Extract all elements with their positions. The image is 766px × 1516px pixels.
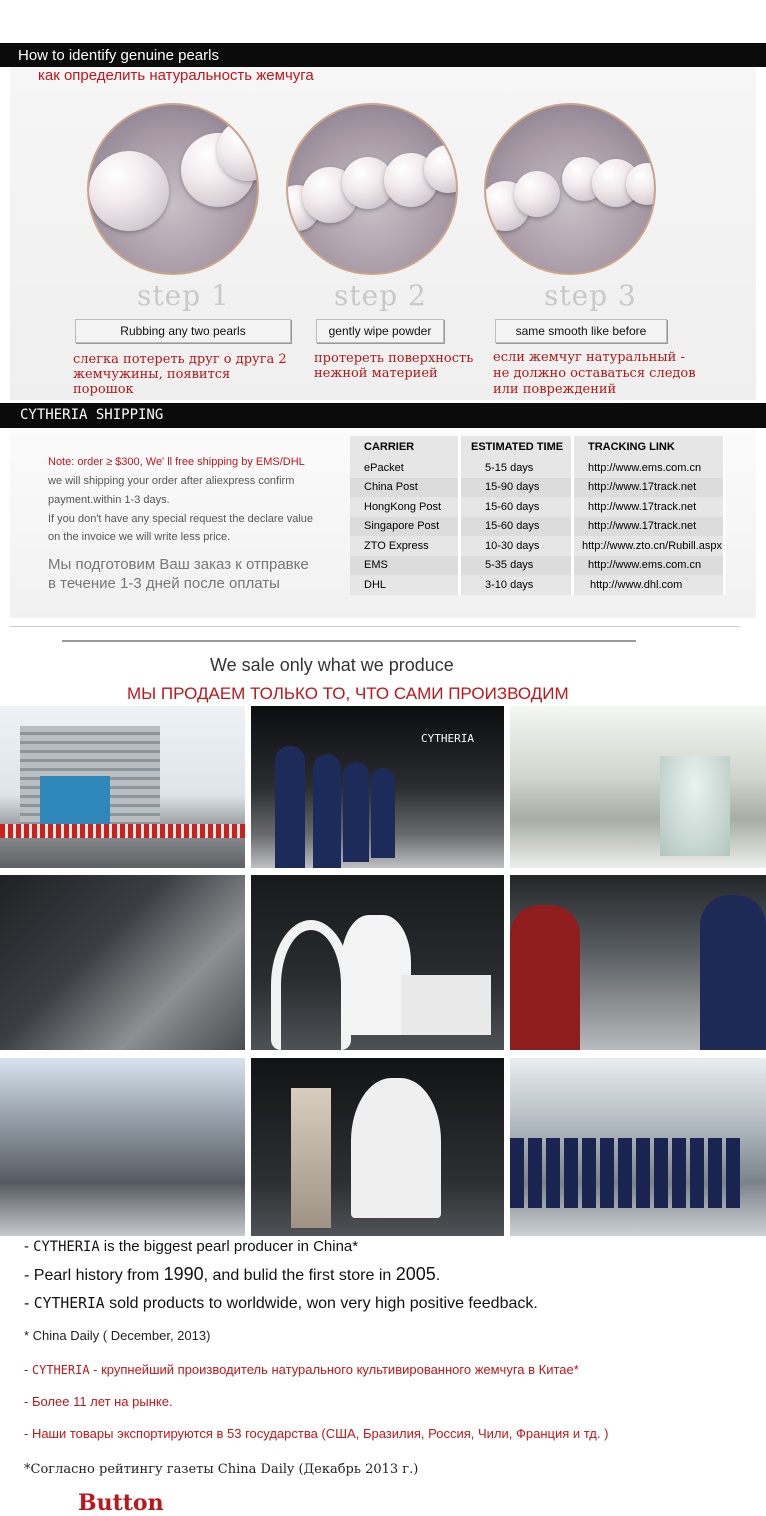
step3-ru: если жемчуг натуральный - не должно оставаться следов или повреждений xyxy=(493,350,696,397)
shipping-ru-line2: в течение 1-3 дней после оплаты xyxy=(48,575,280,592)
step2-label: gently wipe powder xyxy=(316,319,444,343)
step2-title: step 2 xyxy=(334,279,427,312)
shipping-line2: payment.within 1-3 days. xyxy=(48,494,170,506)
bullet-text: , and bulid the first store in xyxy=(203,1267,396,1284)
step1-ru: слегка потереть друг о друга 2 жемчужины, появится порошок xyxy=(73,352,287,397)
table-row xyxy=(350,458,725,478)
about-ru-1 xyxy=(24,1362,579,1377)
step2-photo xyxy=(286,103,458,275)
identify-title-bar xyxy=(0,43,766,67)
about-footnote-en: * China Daily ( December, 2013) xyxy=(24,1328,211,1343)
bullet-text: - крупнейший производитель натурального культивированного жемчуга в Китае* xyxy=(89,1362,579,1377)
time-cell: 5-15 days xyxy=(460,458,573,478)
store-sign: CYTHERIA xyxy=(421,732,474,745)
year-first-store: 2005 xyxy=(395,1264,436,1284)
photo-staff-in-store xyxy=(251,706,504,868)
shipping-title: CYTHERIA SHIPPING xyxy=(20,407,164,423)
carrier-cell: Singapore Post xyxy=(350,517,460,537)
photo-store-interior xyxy=(0,1058,245,1236)
photo-factory-building xyxy=(0,706,245,868)
about-ru-3: - Наши товары экспортируются в 53 государства (США, Бразилия, Россия, Чили, Франция и тд. ) xyxy=(24,1426,609,1441)
photo-necklace-display xyxy=(251,875,504,1050)
brand-name: CYTHERIA xyxy=(31,1363,90,1377)
time-cell: 5-35 days xyxy=(460,556,573,576)
carrier-cell: ePacket xyxy=(350,458,460,478)
tracking-link[interactable]: http://www.17track.net xyxy=(573,497,725,517)
table-row xyxy=(350,517,725,537)
table-row xyxy=(350,575,725,595)
step3-photo xyxy=(484,103,656,275)
step2-ru: протереть поверхность нежной материей xyxy=(314,351,474,381)
tracking-link[interactable]: http://www.dhl.com xyxy=(573,575,725,595)
produce-title-en: We sale only what we produce xyxy=(210,655,454,675)
header-estimated-time: ESTIMATED TIME xyxy=(460,436,573,458)
about-ru-footnote: *Согласно рейтингу газеты China Daily (Декабрь 2013 г.) xyxy=(24,1462,419,1477)
carrier-cell: DHL xyxy=(350,575,460,595)
tracking-link[interactable]: http://www.17track.net xyxy=(573,517,725,537)
identify-title-en: How to identify genuine pearls xyxy=(18,47,219,64)
time-cell: 3-10 days xyxy=(460,575,573,595)
step1-title: step 1 xyxy=(137,279,230,312)
year-founded: 1990 xyxy=(163,1264,204,1284)
tracking-link[interactable]: http://www.ems.com.cn xyxy=(573,556,725,576)
header-carrier: CARRIER xyxy=(350,436,460,458)
cut-off-heading: Button xyxy=(78,1490,164,1516)
step1-photo xyxy=(87,103,259,275)
shipping-table xyxy=(350,436,726,595)
bullet-text: - Pearl history from xyxy=(24,1267,164,1284)
bullet-dash: - xyxy=(24,1295,34,1312)
header-tracking-link: TRACKING LINK xyxy=(573,436,725,458)
carrier-cell: HongKong Post xyxy=(350,497,460,517)
shipping-line1: we will shipping your order after aliexpress confirm xyxy=(48,475,295,487)
about-bullet-1 xyxy=(24,1238,358,1255)
bullet-text: . xyxy=(435,1267,441,1284)
produce-title-ru: МЫ ПРОДАЕМ ТОЛЬКО ТО, ЧТО САМИ ПРОИЗВОДИМ xyxy=(127,684,569,703)
time-cell: 15-60 days xyxy=(460,497,573,517)
photo-staff-group xyxy=(510,1058,766,1236)
about-ru-2: - Более 11 лет на рынке. xyxy=(24,1394,173,1409)
photo-customers-shopping xyxy=(510,875,766,1050)
step1-label: Rubbing any two pearls xyxy=(75,319,291,343)
tracking-link[interactable]: http://www.ems.com.cn xyxy=(573,458,725,478)
shipping-line3: If you don't have any special request the declare value xyxy=(48,513,314,525)
photo-jewelry-counter xyxy=(0,875,245,1050)
table-header-row xyxy=(350,436,725,458)
bullet-dash: - xyxy=(24,1238,34,1255)
tracking-link[interactable]: http://www.zto.cn/Rubill.aspx xyxy=(573,536,725,556)
time-cell: 15-90 days xyxy=(460,478,573,498)
photo-showroom-hall xyxy=(510,706,766,868)
carrier-cell: EMS xyxy=(350,556,460,576)
shipping-ru-line1: Мы подготовим Ваш заказ к отправке xyxy=(48,556,309,573)
table-row xyxy=(350,536,725,556)
bullet-text: is the biggest pearl producer in China* xyxy=(99,1238,359,1255)
step3-title: step 3 xyxy=(544,279,637,312)
table-row xyxy=(350,478,725,498)
divider-thick xyxy=(62,640,636,642)
identify-title-ru: как определить натуральность жемчуга xyxy=(38,67,314,84)
shipping-line4: on the invoice we will write less price. xyxy=(48,531,231,543)
about-bullet-3 xyxy=(24,1295,538,1313)
bullet-dash: - xyxy=(24,1362,32,1377)
table-row xyxy=(350,497,725,517)
shipping-title-bar xyxy=(0,403,766,428)
carrier-cell: China Post xyxy=(350,478,460,498)
time-cell: 10-30 days xyxy=(460,536,573,556)
photo-pearl-necklace-bust xyxy=(251,1058,504,1236)
divider-thin xyxy=(10,626,740,627)
brand-name: CYTHERIA xyxy=(33,1295,105,1312)
tracking-link[interactable]: http://www.17track.net xyxy=(573,478,725,498)
brand-name: CYTHERIA xyxy=(33,1239,100,1255)
carrier-cell: ZTO Express xyxy=(350,536,460,556)
about-bullet-2 xyxy=(24,1264,440,1285)
step3-label: same smooth like before xyxy=(495,319,667,343)
time-cell: 15-60 days xyxy=(460,517,573,537)
table-row xyxy=(350,556,725,576)
bullet-text: sold products to worldwide, won very high positive feedback. xyxy=(104,1295,538,1312)
shipping-note: Note: order ≥ $300, We' ll free shipping by EMS/DHL xyxy=(48,456,305,468)
